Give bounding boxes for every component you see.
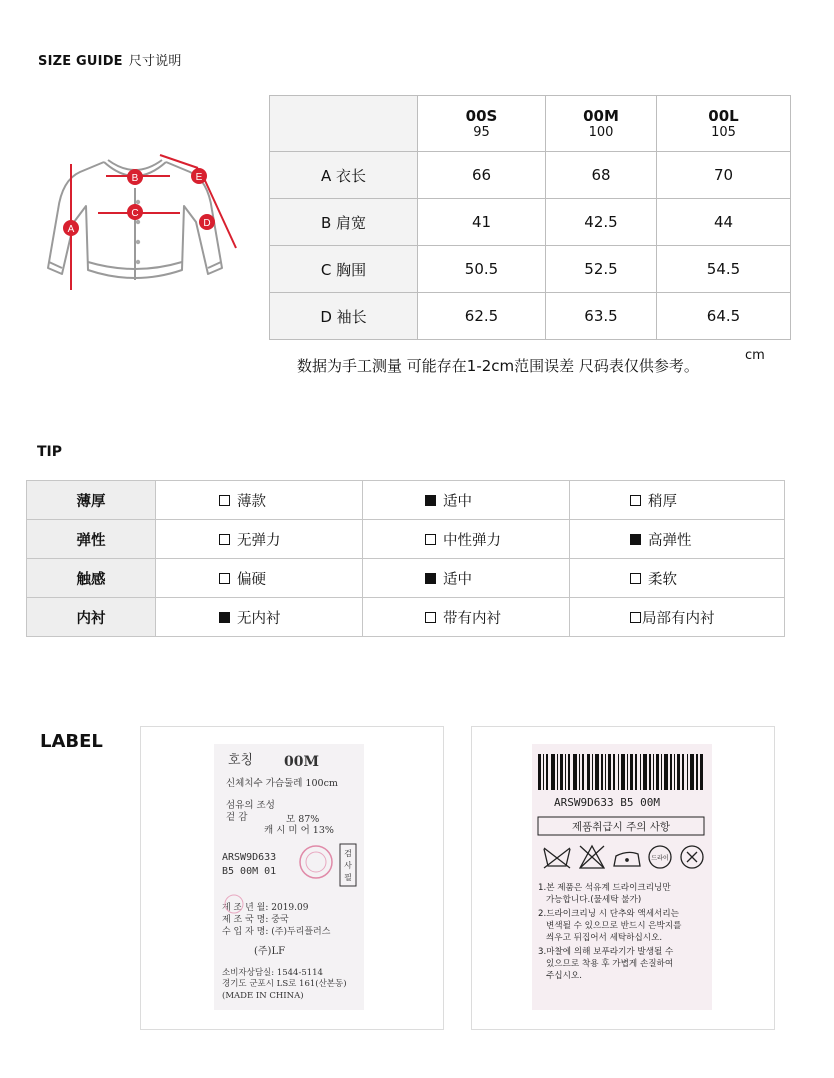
tip-row-feel [27, 559, 785, 598]
table-cell: 66 [418, 152, 546, 199]
size-value: 95 [473, 124, 490, 140]
svg-text:드라이: 드라이 [651, 855, 669, 862]
tip-option [363, 520, 570, 559]
row-label: B 肩宽 [270, 199, 418, 246]
svg-text:사: 사 [344, 861, 352, 870]
tip-table [26, 480, 785, 637]
tag-size: 00M [284, 754, 319, 770]
option-label: 适中 [443, 571, 472, 588]
checkbox-empty-icon [219, 495, 230, 506]
tip-row-label: 薄厚 [27, 481, 156, 520]
svg-text:검: 검 [344, 849, 352, 858]
table-cell: 44 [657, 199, 791, 246]
label-title: LABEL [40, 731, 103, 752]
care-line: 3.마찰에 의해 보푸라기가 발생될 수 [538, 947, 674, 957]
marker-e [191, 168, 207, 184]
tip-option [570, 520, 785, 559]
tip-option [363, 559, 570, 598]
table-cell: 63.5 [546, 293, 657, 340]
size-value: 100 [588, 124, 614, 140]
checkbox-empty-icon [425, 612, 436, 623]
tip-row-label: 触感 [27, 559, 156, 598]
size-label-tag [214, 744, 364, 1010]
table-cell: 64.5 [657, 293, 791, 340]
tag-importer: 수 입 자 명: (주)두리플러스 [222, 927, 331, 937]
row-label: D 袖长 [270, 293, 418, 340]
svg-text:B: B [131, 173, 139, 184]
tag-shell: 겉 감 [226, 812, 248, 823]
checkbox-empty-icon [219, 534, 230, 545]
tip-option [363, 481, 570, 520]
option-label: 柔软 [648, 571, 677, 588]
marker-d [199, 214, 215, 230]
tag-made-date: 제 조 년 월: 2019.09 [222, 903, 309, 913]
size-guide-title [38, 50, 182, 69]
care-line: 씌우고 뒤집어서 세탁하십시오. [546, 933, 663, 943]
size-table-corner [270, 96, 418, 152]
tag-code-2: B5 00M 01 [222, 866, 277, 877]
care-title: 제품취급시 주의 사항 [572, 821, 670, 833]
tip-row-label: 弹性 [27, 520, 156, 559]
option-label: 薄款 [237, 493, 266, 510]
table-cell: 42.5 [546, 199, 657, 246]
unit-label: cm [745, 348, 765, 363]
row-label: A 衣长 [270, 152, 418, 199]
size-name: 00L [708, 106, 739, 125]
checkbox-empty-icon [630, 495, 641, 506]
tag-code-1: ARSW9D633 [222, 852, 277, 863]
size-column-00s [418, 96, 546, 152]
tip-option [156, 559, 363, 598]
checkbox-filled-icon [425, 495, 436, 506]
tip-option [156, 598, 363, 637]
marker-c [127, 204, 143, 220]
tag-made-country: 제 조 국 명: 중국 [222, 915, 289, 925]
svg-text:D: D [203, 218, 211, 229]
tag-company: (주)LF [254, 946, 286, 957]
table-cell: 54.5 [657, 246, 791, 293]
care-line: 주십시오. [546, 971, 582, 981]
checkbox-empty-icon [630, 573, 641, 584]
checkbox-filled-icon [630, 534, 641, 545]
svg-text:A: A [67, 224, 75, 235]
size-table [269, 95, 791, 340]
care-line: 변색될 수 있으므로 반드시 은박지를 [546, 921, 682, 931]
table-cell: 62.5 [418, 293, 546, 340]
svg-text:필: 필 [344, 873, 352, 882]
tip-option [570, 598, 785, 637]
marker-a [63, 220, 79, 236]
size-column-00m [546, 96, 657, 152]
size-name: 00S [465, 106, 498, 125]
tag-fiber-title: 섬유의 조성 [226, 800, 275, 811]
table-cell: 50.5 [418, 246, 546, 293]
cardigan-diagram [40, 150, 250, 295]
size-table-header [270, 96, 791, 152]
tip-option [156, 481, 363, 520]
option-label: 带有内衬 [443, 610, 501, 627]
tag-body-size: 신체치수 가슴둘레 100cm [226, 778, 338, 789]
tip-option [156, 520, 363, 559]
tip-row-label: 内衬 [27, 598, 156, 637]
option-label: 局部有内衬 [642, 610, 715, 627]
option-label: 稍厚 [648, 493, 677, 510]
size-row-sleeve [270, 293, 791, 340]
tip-option [570, 559, 785, 598]
size-row-shoulder [270, 199, 791, 246]
tip-option [570, 481, 785, 520]
svg-text:C: C [131, 208, 139, 219]
tip-title: TIP [37, 444, 63, 460]
table-cell: 41 [418, 199, 546, 246]
measurement-note: 数据为手工测量 可能存在1-2cm范围误差 尺码表仅供参考。 [297, 357, 699, 375]
svg-text:E: E [195, 172, 203, 183]
tag-fiber-1: 모 87% [286, 814, 320, 825]
care-line: 2.드라이크리닝 시 단추와 액세서리는 [538, 909, 679, 919]
size-column-00l [657, 96, 791, 152]
checkbox-empty-icon [630, 612, 641, 623]
size-value: 105 [711, 124, 736, 140]
care-label-tag [532, 744, 712, 1010]
option-label: 偏硬 [237, 571, 266, 588]
option-label: 高弹性 [648, 532, 692, 549]
table-cell: 70 [657, 152, 791, 199]
care-line: 있으므로 착용 후 가볍게 손질하여 [546, 959, 674, 969]
tag-address: 경기도 군포시 LS로 161(산본동) [222, 979, 347, 989]
tip-row-lining [27, 598, 785, 637]
table-cell: 68 [546, 152, 657, 199]
size-row-length [270, 152, 791, 199]
care-tag-code: ARSW9D633 B5 00M [554, 796, 660, 809]
checkbox-filled-icon [219, 612, 230, 623]
row-label: C 胸围 [270, 246, 418, 293]
marker-b [127, 169, 143, 185]
checkbox-empty-icon [425, 534, 436, 545]
care-line: 1.본 제품은 석유계 드라이크리닝만 [538, 883, 671, 893]
tip-row-thickness [27, 481, 785, 520]
tag-size-label: 호칭 [228, 753, 254, 768]
checkbox-filled-icon [425, 573, 436, 584]
option-label: 无内衬 [237, 610, 281, 627]
tag-made-in: (MADE IN CHINA) [222, 991, 304, 1001]
tag-fiber-2: 캐 시 미 어 13% [264, 825, 334, 836]
size-guide-subtitle: 尺寸说明 [128, 54, 182, 69]
size-name: 00M [583, 106, 619, 125]
tag-cs: 소비자상담실: 1544-5114 [222, 968, 323, 978]
size-row-chest [270, 246, 791, 293]
tip-option [363, 598, 570, 637]
option-label: 中性弹力 [443, 532, 501, 549]
option-label: 无弹力 [237, 532, 281, 549]
table-cell: 52.5 [546, 246, 657, 293]
option-label: 适中 [443, 493, 472, 510]
checkbox-empty-icon [219, 573, 230, 584]
size-guide-heading: SIZE GUIDE [38, 54, 123, 69]
care-line: 가능합니다.(물세탁 불가) [546, 895, 642, 905]
tip-row-elasticity [27, 520, 785, 559]
